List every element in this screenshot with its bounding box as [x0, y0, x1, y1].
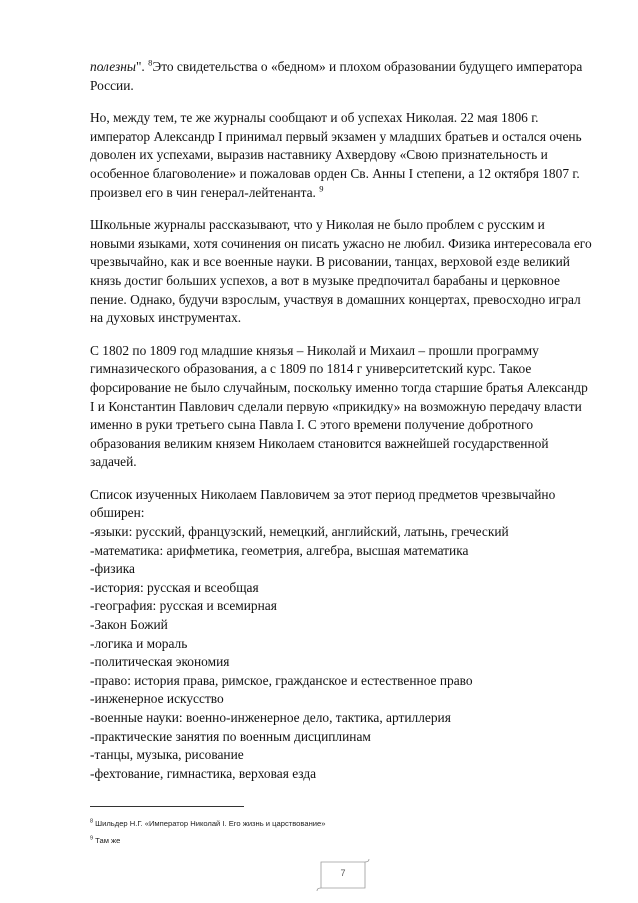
page-number: 7 [340, 868, 346, 878]
list-item: -логика и мораль [90, 635, 188, 651]
footnote-text: Шильдер Н.Г. «Император Николай I. Его жизнь и царствование» [93, 819, 326, 828]
footnote-ref-8[interactable]: 8 [148, 57, 153, 68]
paragraph-1 [90, 58, 592, 95]
list-item: -инженерное искусство [90, 691, 224, 707]
list-item: -языки: русский, французский, немецкий, английский, латынь, греческий [90, 524, 509, 540]
paragraph-4: С 1802 по 1809 год младшие князья – Николай и Михаил – прошли программу гимназического образования, а с 1809 по 1814 г университетский курс. Такое форсирование не было случайным, поскольку именно тогда старшие братья Александр I и Константин Павлович сделали первую «прикидку» на возможную передачу власти именно в руки третьего сына Павла I. С этого времени получение добротного образования великим князем Николаем становится важнейшей государственной задачей. [90, 342, 588, 470]
subjects-list [90, 486, 592, 523]
italic-word: полезны [90, 59, 136, 74]
list-item: -физика [90, 561, 136, 577]
footnote-separator [90, 806, 244, 807]
footnote-9 [90, 832, 570, 849]
list-item: -фехтование, гимнастика, верховая езда [90, 765, 317, 781]
paragraph-1-text: Это свидетельства о «бедном» и плохом образовании будущего императора России. [90, 59, 583, 93]
list-item: -математика: арифметика, геометрия, алгебра, высшая математика [90, 542, 469, 558]
paragraph-3: Школьные журналы рассказывают, что у Николая не было проблем с русским и новыми языками, хотя сочинения он писать ужасно не любил. Физика интересовала его чрезвычайно, как и все военные науки. В рисовании, танцах, верховой езде великий князь достиг больших успехов, а вот в музыке предпочитал барабаны и церковное пение. Однако, будучи взрослым, участвуя в домашних концертах, превосходно играл на духовых инструментах. [90, 217, 592, 326]
footnote-text: Там же [93, 836, 121, 845]
body-text [90, 58, 592, 797]
list-item: -политическая экономия [90, 654, 230, 670]
paragraph-2 [90, 109, 592, 202]
paragraph-2-text: Но, между тем, те же журналы сообщают и об успехах Николая. 22 мая 1806 г. император Александр I принимал первый экзамен у младших братьев и остался очень доволен их успехами, выразив наставнику Ахвердову «Свою признательность и особенное благоволение» и пожаловав орден Св. Анны I степени, а 12 октября 1807 г. произвел его в чин генерал-лейтенанта. [90, 110, 582, 200]
list-item: -военные науки: военно-инженерное дело, тактика, артиллерия [90, 710, 451, 725]
closing-quote: ". [135, 59, 149, 74]
page-number-scroll [316, 858, 370, 892]
list-item: -право: история права, римское, гражданское и естественное право [90, 672, 473, 688]
list-item: -история: русская и всеобщая [90, 579, 259, 595]
list-item: -танцы, музыка, рисование [90, 747, 244, 763]
footnote-ref-9[interactable]: 9 [319, 183, 324, 194]
list-intro: Список изученных Николаем Павловичем за этот период предметов чрезвычайно обширен: [90, 486, 556, 521]
list-item: -география: русская и всемирная [90, 598, 277, 614]
footnote-number: 8 [90, 818, 94, 825]
footnotes [90, 815, 570, 849]
list-item: -практические занятия по военным дисциплинам [90, 728, 371, 744]
list-item: -Закон Божий [90, 617, 168, 633]
footnote-8 [90, 815, 570, 832]
footnote-number: 9 [90, 835, 94, 842]
